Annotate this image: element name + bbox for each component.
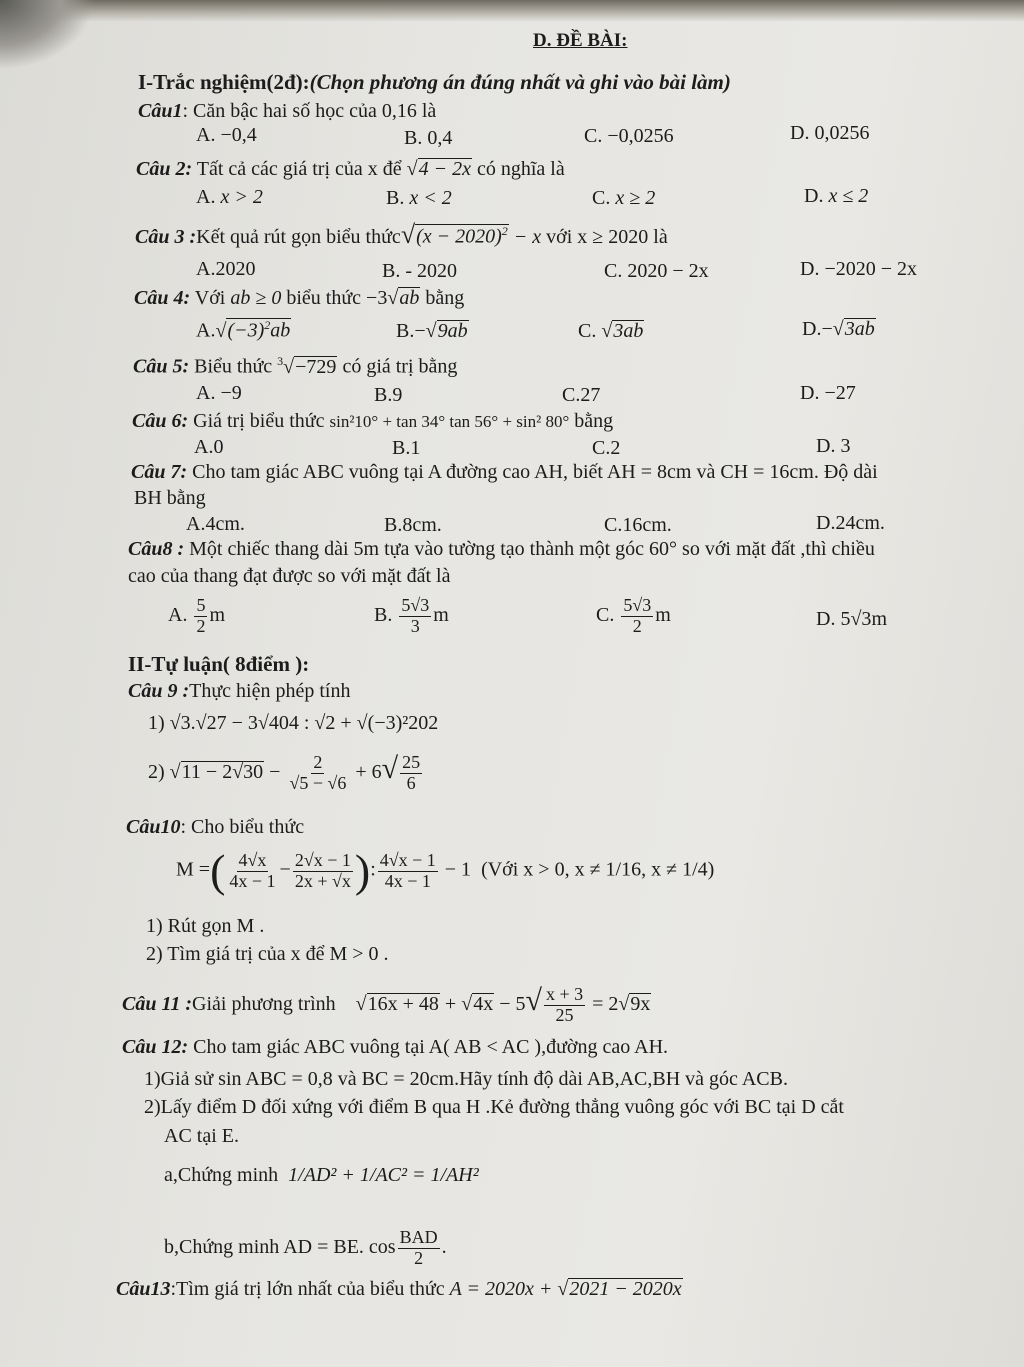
- page-top-shadow: [0, 0, 1024, 22]
- q2-option-a: A. x > 2: [196, 186, 263, 208]
- q11-stem: Câu 11 :Giải phương trình √16x + 48 + √4x − 5√ $\frac{x + 3}{25}$ = 2√9x: [122, 984, 651, 1025]
- q6-option-b: B.1: [392, 437, 421, 459]
- q1-option-a: A. −0,4: [196, 124, 257, 146]
- q1-label: Câu1: [138, 100, 183, 122]
- q8-option-a: A. $\frac{5}{2}$ m: [168, 595, 226, 636]
- q1-option-d: D. 0,0256: [790, 122, 870, 144]
- q2-option-b: B. x < 2: [386, 187, 452, 209]
- q4-option-a: $A.√(-3)^2ab$: [196, 318, 291, 342]
- q6-option-d: D. 3: [816, 435, 851, 457]
- q2-stem: Câu 2: Tất cả các giá trị của x để √4 − 2x có nghĩa là: [136, 158, 565, 180]
- q8-stem-line2: cao của thang đạt được so với mặt đất là: [128, 565, 451, 587]
- q7-stem: Câu 7: Cho tam giác ABC vuông tại A đường cao AH, biết AH = 8cm và CH = 16cm. Độ dài: [131, 461, 878, 483]
- q8-stem: Câu8 : Một chiếc thang dài 5m tựa vào tường tạo thành một góc 60° so với mặt đất ,thì chiều: [128, 538, 875, 560]
- part1-heading: [138, 70, 731, 95]
- q10-stem: Câu10: Cho biểu thức: [126, 816, 305, 838]
- q4-option-d: D.−√3ab: [802, 318, 875, 340]
- q5-option-c: C.27: [562, 384, 601, 406]
- part1-instruction: (Chọn phương án đúng nhất và ghi vào bài làm): [309, 70, 731, 94]
- q12-part-2-line2: AC tại E.: [164, 1125, 239, 1147]
- q8-option-c: C. $\frac{5√3}{2}$ m: [596, 595, 671, 636]
- q7-option-a: A.4cm.: [186, 513, 245, 535]
- q2-option-c: C. x ≥ 2: [592, 187, 656, 209]
- q5-option-d: D. −27: [800, 382, 856, 404]
- q4-stem: Câu 4: Với ab ≥ 0 biểu thức −3√ab bằng: [134, 287, 465, 309]
- q6-stem: Câu 6: Giá trị biểu thức sin²10° + tan 34° tan 56° + sin² 80° bằng: [132, 410, 614, 432]
- q9-expr-1: 1) √3.√27 − 3√404 : √2 + √(−3)²202: [148, 712, 439, 734]
- q8-option-d: D. 5√3m: [816, 608, 887, 630]
- q9-stem: Câu 9 :Thực hiện phép tính: [128, 680, 351, 702]
- q10-part-2: 2) Tìm giá trị của x để M > 0 .: [146, 943, 389, 965]
- q8-option-b: B. $\frac{5√3}{3}$ m: [374, 595, 449, 636]
- exam-title: D. ĐỀ BÀI:: [533, 30, 628, 51]
- q5-stem: Câu 5: Biểu thức $^3$√−729 có giá trị bằng: [133, 354, 458, 378]
- q12-part-b: b,Chứng minh AD = BE. cos BAD 2 .: [164, 1227, 447, 1268]
- q6-option-a: A.0: [194, 436, 224, 458]
- q2-option-d: D. x ≤ 2: [804, 185, 869, 207]
- q3-stem: Câu 3 :Kết quả rút gọn biểu thức√(x − 2020)$^2$ − x với x ≥ 2020 là: [135, 220, 668, 249]
- q3-option-a: A.2020: [196, 258, 256, 280]
- q1-text: : Căn bậc hai số học của 0,16 là: [182, 100, 437, 122]
- q5-option-b: B.9: [374, 384, 403, 406]
- q3-label: Câu 3 :: [135, 226, 197, 248]
- q12-stem: Câu 12: Cho tam giác ABC vuông tại A( AB < AC ),đường cao AH.: [122, 1036, 669, 1058]
- q2-after: có nghĩa là: [477, 158, 565, 180]
- q7-option-d: D.24cm.: [816, 512, 885, 534]
- q1-option-c: C. −0,0256: [584, 125, 674, 147]
- q10-part-1: 1) Rút gọn M .: [146, 915, 265, 937]
- q3-option-d: D. −2020 − 2x: [800, 258, 918, 280]
- q2-label: Câu 2:: [136, 158, 193, 180]
- part2-heading: II-Tự luận( 8điểm ):: [128, 652, 310, 676]
- q4-option-b: B.−√9ab: [396, 320, 468, 342]
- q5-option-a: A. −9: [196, 382, 242, 404]
- q13-stem: Câu13:Tìm giá trị lớn nhất của biểu thức A = 2020x + √2021 − 2020x: [116, 1278, 682, 1300]
- q6-option-c: C.2: [592, 437, 621, 459]
- q2-text: Tất cả các giá trị của x để: [192, 158, 402, 180]
- q7-option-b: B.8cm.: [384, 514, 442, 536]
- q7-option-c: C.16cm.: [604, 514, 672, 536]
- q3-option-c: C. 2020 − 2x: [604, 260, 709, 282]
- q12-part-2-line1: 2)Lấy điểm D đối xứng với điểm B qua H .Kẻ đường thẳng vuông góc với BC tại D cắt: [144, 1096, 844, 1118]
- q9-expr-2: 2) √11 − 2√30 − $\frac{2}{√5 - √6}$ + 6√ $\frac{25}{6}$: [148, 752, 421, 793]
- q3-option-b: B. - 2020: [382, 260, 457, 282]
- q12-part-a: a,Chứng minh 1/AD² + 1/AC² = 1/AH²: [164, 1164, 479, 1186]
- q2-radicand: 4 − 2x: [418, 158, 471, 180]
- part1-title: I-Trắc nghiệm(2đ):: [138, 70, 310, 94]
- q1-option-b: B. 0,4: [404, 127, 453, 149]
- page-curl: [0, 0, 95, 70]
- q12-part-1: 1)Giả sử sin ABC = 0,8 và BC = 20cm.Hãy tính độ dài AB,AC,BH và góc ACB.: [144, 1068, 788, 1090]
- q7-stem-line2: BH bằng: [134, 487, 206, 509]
- q10-expression: M =( $\frac{4√x}{4x - 1}$ − $\frac{2√x - 1}{2x + √x}$ ): $\frac{4√x - 1}{4x - 1}$ − 1 (Với x > 0, x ≠ 1/16, x ≠ 1/4): [176, 845, 715, 896]
- q4-option-c: C. √3ab: [578, 320, 644, 342]
- q1-stem: [138, 100, 436, 123]
